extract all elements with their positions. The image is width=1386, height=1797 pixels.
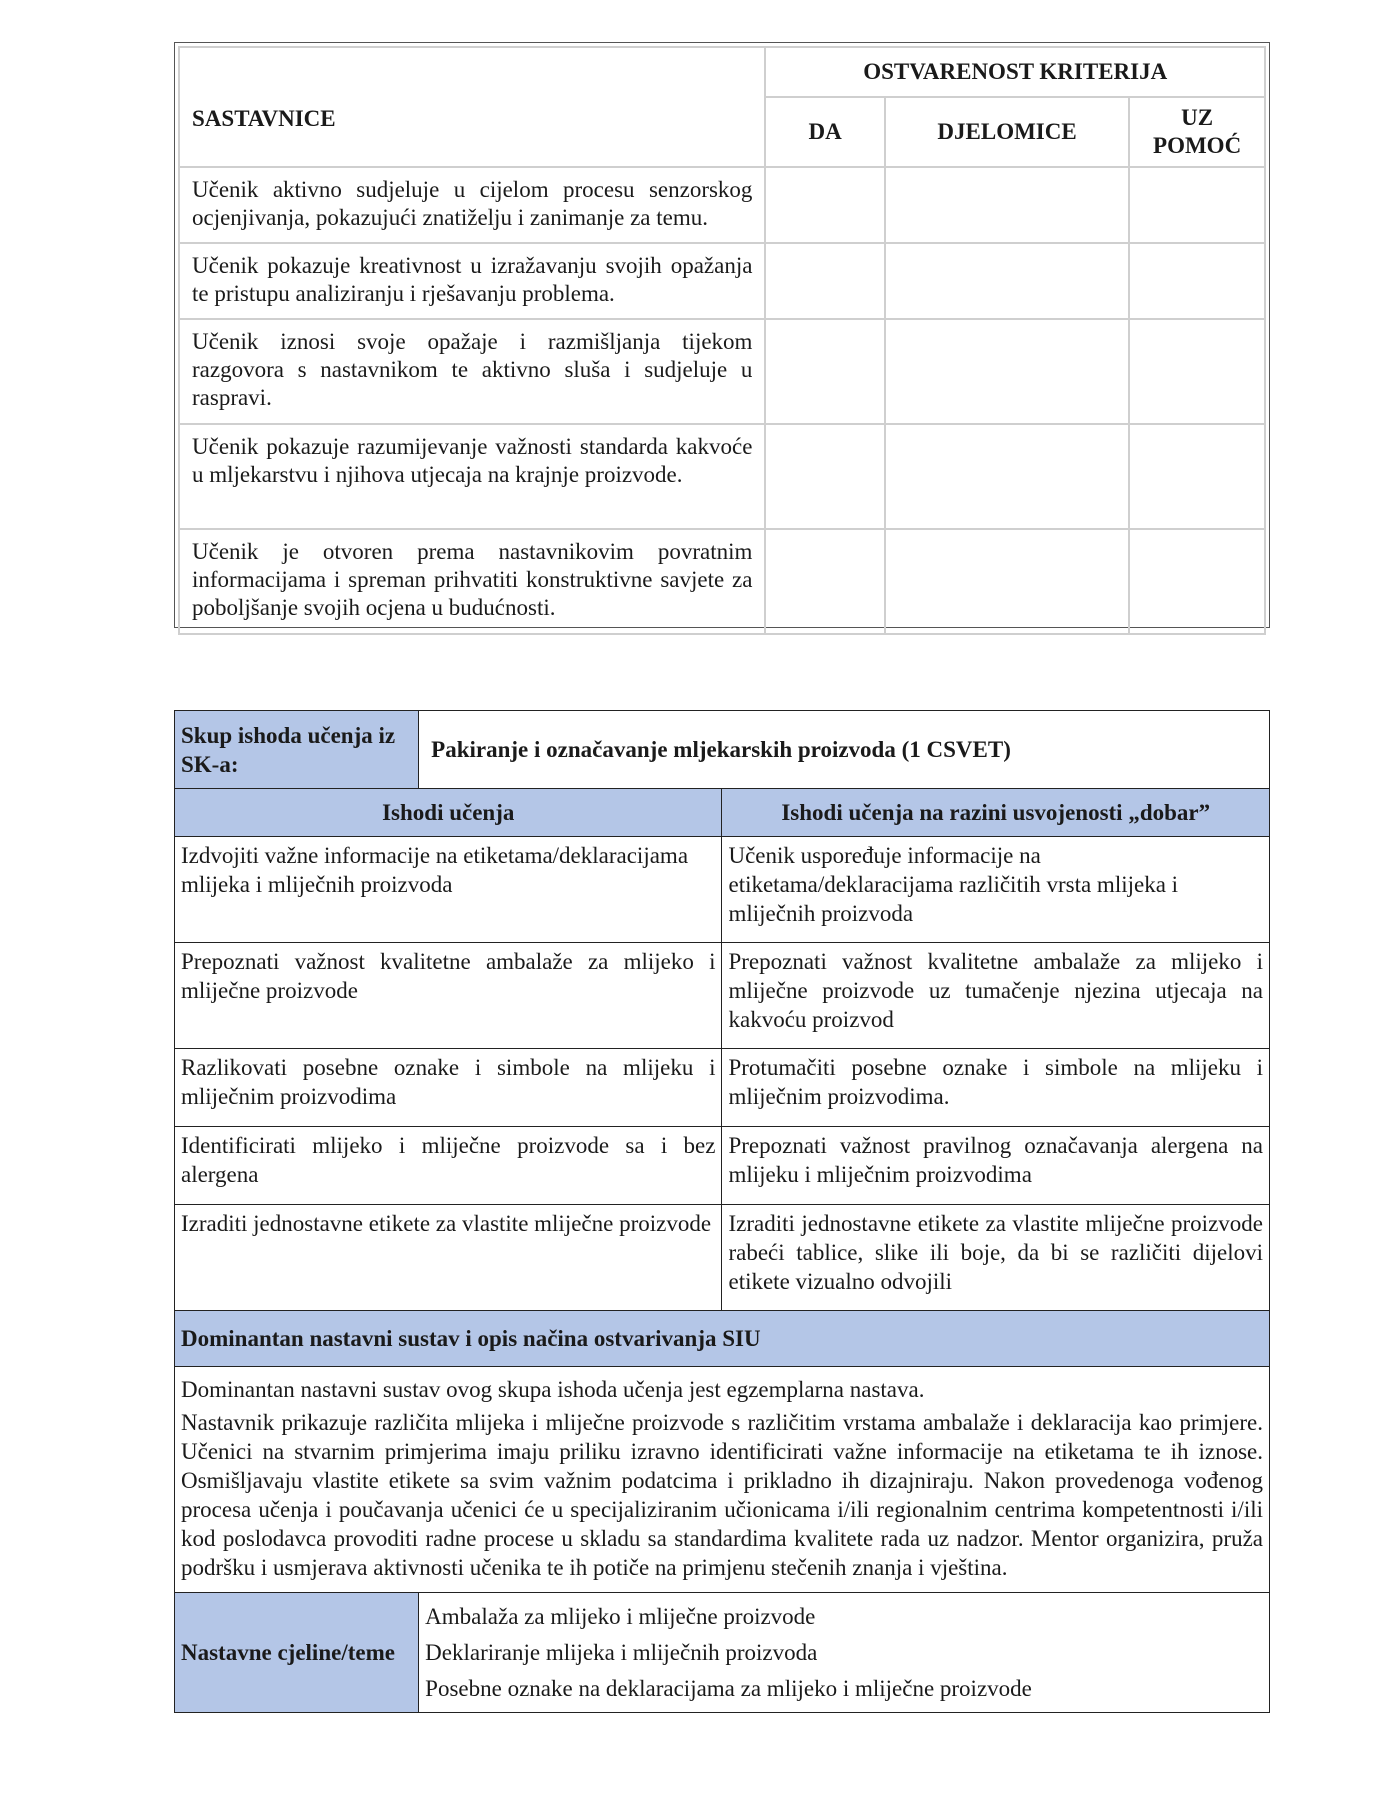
topics-label: Nastavne cjeline/teme [175, 1593, 419, 1713]
criterion-text: Učenik aktivno sudjeluje u cijelom procesu senzorskog ocjenjivanja, pokazujući znatiželju i zanimanje za temu. [179, 167, 765, 243]
criteria-row [179, 424, 1265, 529]
cell-with-help[interactable] [1129, 167, 1265, 243]
criterion-text: Učenik pokazuje kreativnost u izražavanju svojih opažanja te pristupu analiziranju i rješavanju problema. [179, 243, 765, 319]
outcome-good-text: Prepoznati važnost kvalitetne ambalaže za mlijeko i mliječne proizvode uz tumačenje njezina utjecaja na kakvoću proizvod [722, 943, 1270, 1049]
header-with-help: UZ POMOĆ [1129, 97, 1265, 167]
outcome-text: Izdvojiti važne informacije na etiketama/deklaracijama mlijeka i mliječnih proizvoda [175, 837, 722, 943]
cell-partial[interactable] [885, 319, 1129, 424]
cell-partial[interactable] [885, 529, 1129, 634]
teaching-system-description [175, 1367, 1270, 1593]
criterion-text: Učenik iznosi svoje opažaje i razmišljanja tijekom razgovora s nastavnikom te aktivno sluša i sudjeluje u raspravi. [179, 319, 765, 424]
criteria-table-frame [174, 42, 1270, 628]
outcome-row [175, 1205, 1270, 1311]
set-title: Pakiranje i označavanje mljekarskih proizvoda (1 CSVET) [419, 711, 1270, 789]
cell-yes[interactable] [765, 319, 884, 424]
system-paragraph: Nastavnik prikazuje različita mlijeka i mliječne proizvode s različitim vrstama ambalaže i deklaracija kao primjere. Učenici na stvarnim primjerima imaju priliku izravno identificirati važne informacije na etiketama te ih iznose. Osmišljavaju vlastite etikete sa svim važnim podatcima i prikladno ih dizajniraju. Nakon provedenoga vođenog procesa učenja i poučavanja učenici će u specijaliziranim učionicama i/ili regionalnim centrima kompetentnosti i/ili kod poslodavca provoditi radne procese u skladu sa standardima kvalitete rada uz nadzor. Mentor organizira, pruža podršku i usmjerava aktivnosti učenika te ih potiče na primjenu stečenih znanja i vještina. [181, 1410, 1263, 1580]
criterion-text: Učenik je otvoren prema nastavnikovim povratnim informacijama i spreman prihvatiti konstruktivne savjete za poboljšanje svojih ocjena u budućnosti. [179, 529, 765, 634]
header-criteria-achievement: OSTVARENOST KRITERIJA [765, 47, 1265, 97]
cell-with-help[interactable] [1129, 424, 1265, 529]
cell-with-help[interactable] [1129, 529, 1265, 634]
topic-item: Posebne oznake na deklaracijama za mlijeko i mliječne proizvode [425, 1675, 1032, 1701]
header-partial: DJELOMICE [885, 97, 1129, 167]
cell-yes[interactable] [765, 167, 884, 243]
set-label: Skup ishoda učenja iz SK-a: [175, 711, 419, 789]
cell-with-help[interactable] [1129, 319, 1265, 424]
header-components: SASTAVNICE [179, 47, 765, 167]
outcome-text: Razlikovati posebne oznake i simbole na mlijeku i mliječnim proizvodima [175, 1049, 722, 1127]
topics-list [419, 1593, 1270, 1713]
cell-with-help[interactable] [1129, 243, 1265, 319]
teaching-system-heading: Dominantan nastavni sustav i opis načina ostvarivanja SIU [175, 1311, 1270, 1367]
outcome-text: Prepoznati važnost kvalitetne ambalaže za mlijeko i mliječne proizvode [175, 943, 722, 1049]
outcome-row [175, 1049, 1270, 1127]
outcome-text: Izraditi jednostavne etikete za vlastite mliječne proizvode [175, 1205, 722, 1311]
criteria-table [178, 46, 1266, 635]
outcome-good-text: Učenik uspoređuje informacije na etiketama/deklaracijama različitih vrsta mlijeka i mliječnih proizvoda [722, 837, 1270, 943]
cell-yes[interactable] [765, 424, 884, 529]
header-outcomes-good: Ishodi učenja na razini usvojenosti „dobar” [722, 789, 1270, 837]
criteria-row [179, 243, 1265, 319]
outcome-good-text: Izraditi jednostavne etikete za vlastite mliječne proizvode rabeći tablice, slike ili boje, da bi se različiti dijelovi etikete vizualno odvojili [722, 1205, 1270, 1311]
outcome-good-text: Prepoznati važnost pravilnog označavanja alergena na mlijeku i mliječnim proizvodima [722, 1127, 1270, 1205]
outcome-row [175, 1127, 1270, 1205]
criterion-text: Učenik pokazuje razumijevanje važnosti standarda kakvoće u mljekarstvu i njihova utjecaja na krajnje proizvode. [179, 424, 765, 529]
outcomes-table [174, 710, 1270, 1713]
criteria-row [179, 167, 1265, 243]
cell-yes[interactable] [765, 243, 884, 319]
cell-partial[interactable] [885, 243, 1129, 319]
header-outcomes: Ishodi učenja [175, 789, 722, 837]
cell-partial[interactable] [885, 424, 1129, 529]
outcome-row [175, 943, 1270, 1049]
cell-partial[interactable] [885, 167, 1129, 243]
topic-item: Ambalaža za mlijeko i mliječne proizvode [425, 1603, 816, 1629]
header-yes: DA [765, 97, 884, 167]
cell-yes[interactable] [765, 529, 884, 634]
topic-item: Deklariranje mlijeka i mliječnih proizvoda [425, 1639, 818, 1665]
criteria-row [179, 319, 1265, 424]
system-paragraph: Dominantan nastavni sustav ovog skupa ishoda učenja jest egzemplarna nastava. [181, 1377, 925, 1402]
criteria-row [179, 529, 1265, 634]
outcome-text: Identificirati mlijeko i mliječne proizvode sa i bez alergena [175, 1127, 722, 1205]
outcome-row [175, 837, 1270, 943]
outcome-good-text: Protumačiti posebne oznake i simbole na mlijeku i mliječnim proizvodima. [722, 1049, 1270, 1127]
